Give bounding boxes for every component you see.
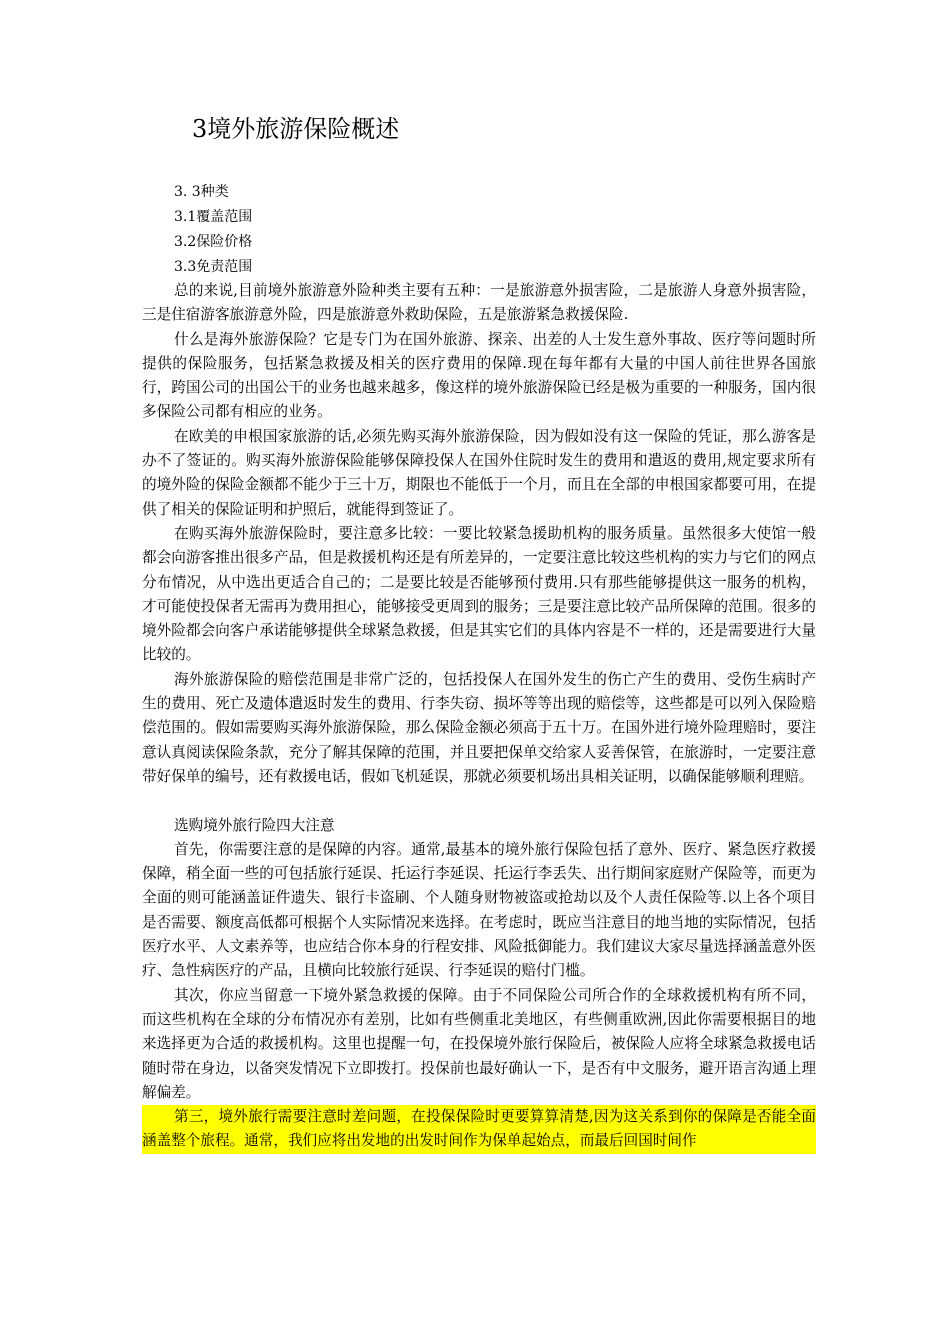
paragraph: 其次，你应当留意一下境外紧急救援的保障。由于不同保险公司所合作的全球救援机构有所不同，而这些机构在全球的分布情况亦有差别，比如有些侧重北美地区，有些侧重欧洲,因此你需要根据目的地来选择更为合适的救援机构。这里也提醒一句，在投保境外旅行保险后，被保险人应将全球紧急救援电话随时带在身边，以备突发情况下立即拨打。投保前也最好确认一下，是否有中文服务，避开语言沟通上理解偏差。 <box>142 986 816 1101</box>
highlighted-paragraph: 第三，境外旅行需要注意时差问题，在投保保险时更要算算清楚,因为这关系到你的保障是否能全面涵盖整个旅程。通常，我们应将出发地的出发时间作为保单起始点，而最后回国时间作 <box>142 1105 816 1154</box>
blank-line <box>142 789 816 813</box>
paragraph: 首先，你需要注意的是保障的内容。通常,最基本的境外旅行保险包括了意外、医疗、紧急医疗救援保障，稍全面一些的可包括旅行延误、托运行李延误、托运行李丢失、出行期间家庭财产保险等，而更为全面的则可能涵盖证件遗失、银行卡盗刷、个人随身财物被盗或抢劫以及个人责任保险等.以上各个项目是否需要、额度高低都可根据个人实际情况来选择。在考虑时，既应当注意目的地当地的实际情况，包括医疗水平、人文素养等，也应结合你本身的行程安排、风险抵御能力。我们建议大家尽量选择涵盖意外医疗、急性病医疗的产品，且横向比较旅行延误、行李延误的赔付门槛。 <box>142 840 816 980</box>
toc-item: 3.1覆盖范围 <box>174 209 253 225</box>
paragraph: 什么是海外旅游保险？它是专门为在国外旅游、探亲、出差的人士发生意外事故、医疗等问题时所提供的保险服务，包括紧急救援及相关的医疗费用的保障.现在每年都有大量的中国人前往世界各国旅行，跨国公司的出国公干的业务也越来越多，像这样的境外旅游保险已经是极为重要的一种服务，国内很多保险公司都有相应的业务。 <box>142 330 816 421</box>
section-heading: 选购境外旅行险四大注意 <box>174 816 335 834</box>
toc-item: 3. 3种类 <box>174 184 229 200</box>
paragraph: 在欧美的申根国家旅游的话,必须先购买海外旅游保险，因为假如没有这一保险的凭证，那么游客是办不了签证的。购买海外旅游保险能够保障投保人在国外住院时发生的费用和遣返的费用,规定要求所有的境外险的保险金额都不能少于三十万，期限也不能低于一个月，而且在全部的申根国家都要可用，在提供了相关的保险证明和护照后，就能得到签证了。 <box>142 427 816 518</box>
toc-item: 3.2保险价格 <box>174 234 253 250</box>
document-body <box>142 279 816 1154</box>
page-title: 3境外旅游保险概述 <box>192 115 400 143</box>
table-of-contents <box>174 180 252 280</box>
paragraph: 海外旅游保险的赔偿范围是非常广泛的，包括投保人在国外发生的伤亡产生的费用、受伤生病时产生的费用、死亡及遗体遣返时发生的费用、行李失窃、损坏等等出现的赔偿等，这些都是可以列入保险赔偿范围的。假如需要购买海外旅游保险，那么保险金额必须高于五十万。在国外进行境外险理赔时，要注意认真阅读保险条款，充分了解其保障的范围，并且要把保单交给家人妥善保管，在旅游时，一定要注意带好保单的编号，还有救援电话，假如飞机延误，那就必须要机场出具相关证明，以确保能够顺利理赔。 <box>142 670 816 785</box>
paragraph: 在购买海外旅游保险时，要注意多比较：一要比较紧急援助机构的服务质量。虽然很多大使馆一般都会向游客推出很多产品，但是救援机构还是有所差异的，一定要注意比较这些机构的实力与它们的网点分布情况，从中选出更适合自己的；二是要比较是否能够预付费用.只有那些能够提供这一服务的机构，才可能使投保者无需再为费用担心，能够接受更周到的服务；三是要注意比较产品所保障的范围。很多的境外险都会向客户承诺能够提供全球紧急救援，但是其实它们的具体内容是不一样的，还是需要进行大量比较的。 <box>142 524 816 664</box>
toc-item: 3.3免责范围 <box>174 259 253 275</box>
paragraph: 总的来说,目前境外旅游意外险种类主要有五种：一是旅游意外损害险，二是旅游人身意外损害险，三是住宿游客旅游意外险，四是旅游意外救助保险，五是旅游紧急救援保险. <box>142 282 816 324</box>
